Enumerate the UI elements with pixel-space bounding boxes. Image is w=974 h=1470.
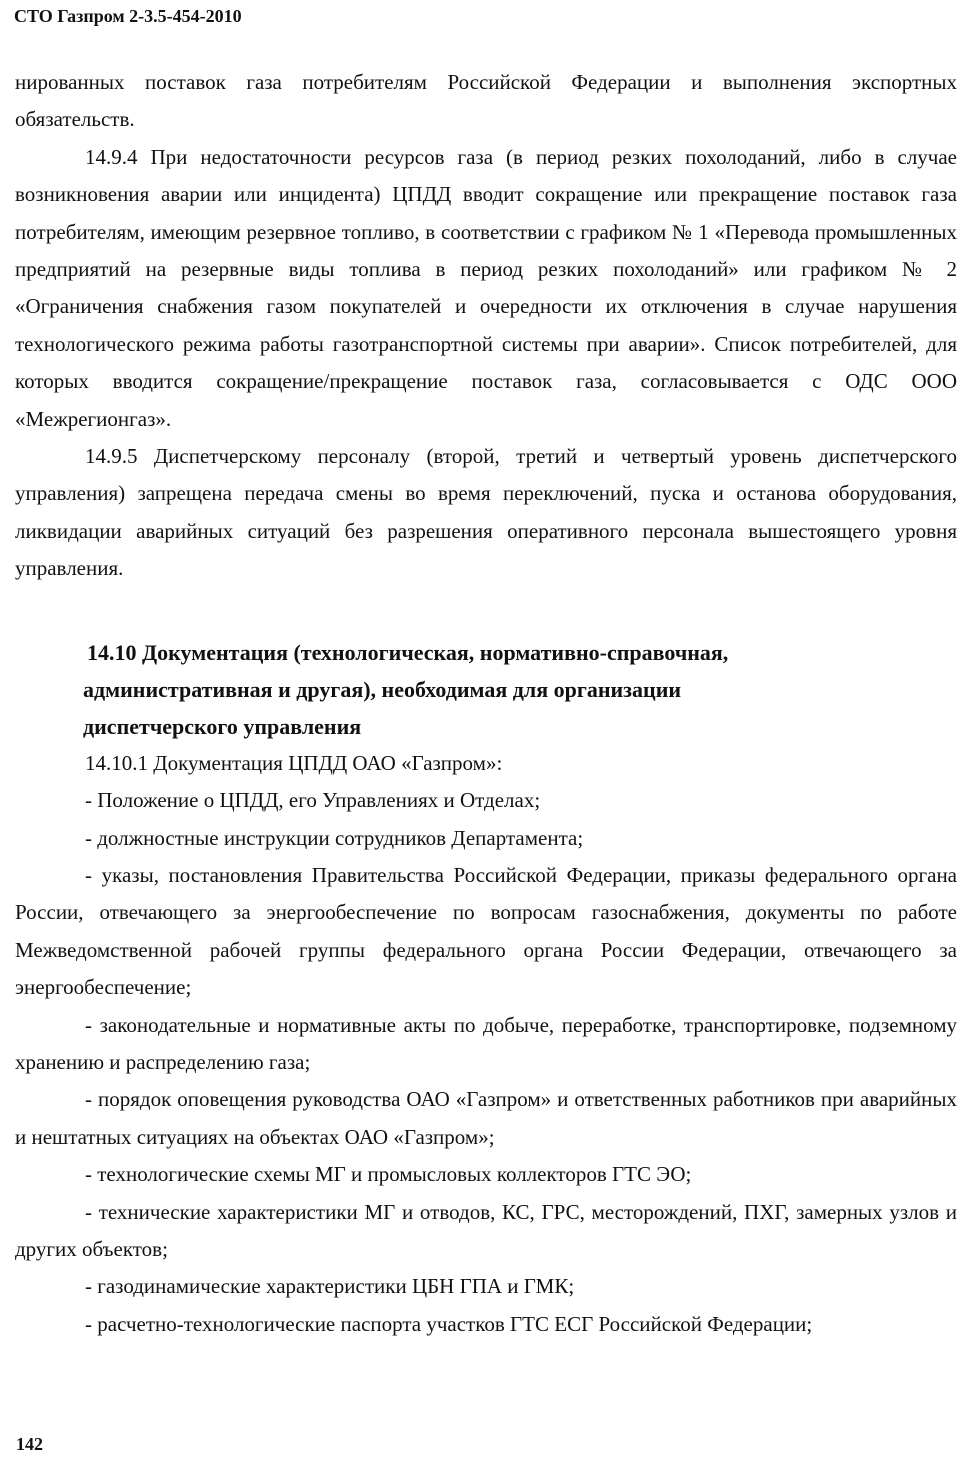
list-item: - технические характеристики МГ и отводов, КС, ГРС, месторождений, ПХГ, замерных узлов и других объектов; (15, 1199, 957, 1261)
document-header: СТО Газпром 2-3.5-454-2010 (14, 6, 242, 26)
section-title-line-1: Документация (технологическая, нормативно-справочная, (142, 639, 729, 665)
paragraph-14-9-5: 14.9.5 Диспетчерскому персоналу (второй, третий и четвертый уровень диспетчерского управления) запрещена передача смены во время переключений, пуска и останова оборудования, ликвидации аварийных ситуаций без разрешения оперативного персонала вышестоящего уровня управления. (15, 444, 957, 581)
list-item: - Положение о ЦПДД, его Управлениях и Отделах; (85, 788, 541, 813)
documentation-list (15, 745, 957, 1344)
section-title-line-2: административная и другая), необходимая для организации (83, 676, 682, 702)
paragraph-14-9-4: 14.9.4 При недостаточности ресурсов газа (в период резких похолоданий, либо в случае возникновения аварии или инцидента) ЦПДД вводит сокращение или прекращение поставок газа потребителям, имеющим резервное топливо, в соответствии с графиком № 1 «Перевода промышленных предприятий на резервные виды топлива в период резких похолоданий» или графиком № 2 «Ограничения снабжения газом покупателей и очередности их отключения в случае нарушения технологического режима работы газотранспортной системы при аварии». Список потребителей, для которых вводится сокращение/прекращение поставок газа, согласовывается с ОДС ООО «Межрегионгаз». (15, 144, 957, 431)
section-number: 14.10 (87, 639, 137, 665)
list-item: - технологические схемы МГ и промысловых коллекторов ГТС ЭО; (85, 1162, 692, 1187)
page-number: 142 (16, 1434, 43, 1454)
list-item: - газодинамические характеристики ЦБН ГПА и ГМК; (85, 1274, 575, 1299)
list-item: - порядок оповещения руководства ОАО «Газпром» и ответственных работников при аварийных и нештатных ситуациях на объектах ОАО «Газпром»; (15, 1087, 957, 1149)
list-item: 14.10.1 Документация ЦПДД ОАО «Газпром»: (85, 750, 503, 775)
paragraph-continuation: нированных поставок газа потребителям Российской Федерации и выполнения экспортных обязательств. (15, 70, 957, 132)
document-body (15, 64, 957, 1343)
list-item: - расчетно-технологические паспорта участков ГТС ЕСГ Российской Федерации; (85, 1311, 813, 1336)
section-title-line-3: диспетчерского управления (83, 713, 362, 739)
list-item: - законодательные и нормативные акты по добыче, переработке, транспортировке, подземному хранению и распределению газа; (15, 1012, 957, 1074)
list-item: - указы, постановления Правительства Российской Федерации, приказы федерального органа России, отвечающего за энергообеспечение по вопросам газоснабжения, документы по работе Межведомственной рабочей группы федерального органа России Федерации, отвечающего за энергообеспечение; (15, 862, 957, 1000)
section-spacer (15, 588, 957, 634)
list-item: - должностные инструкции сотрудников Департамента; (85, 825, 584, 850)
section-heading-14-10 (83, 634, 807, 745)
